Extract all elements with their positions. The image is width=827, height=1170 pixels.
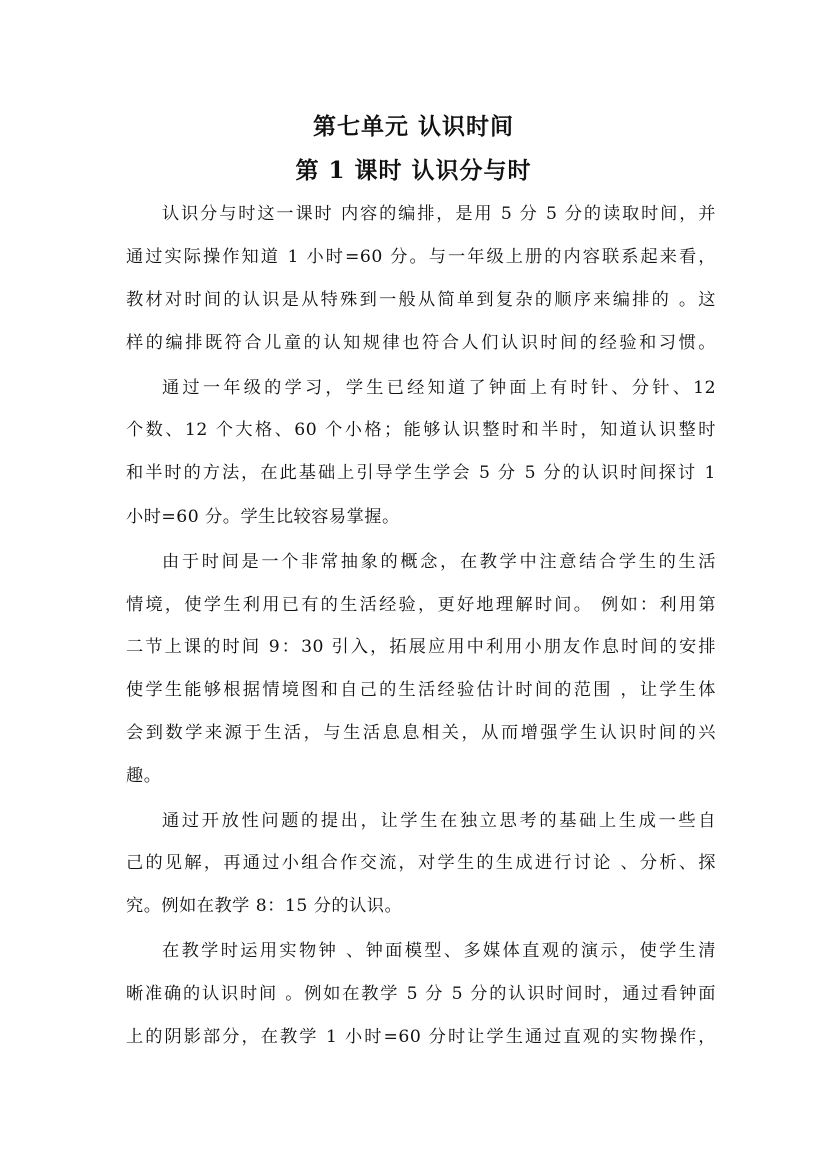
paragraph-3-line-5: 会到数学来源于生活，与生活息息相关，从而增强学生认识时间的兴 (126, 723, 716, 743)
paragraph-1-line-3: 教材对时间的认识是从特殊到一般从简单到复杂的顺序来编排的 。这 (126, 290, 716, 310)
paragraph-5-line-3: 上的阴影部分，在教学 1 小时=60 分时让学生通过直观的实物操作， (126, 1027, 716, 1047)
paragraph-1-line-2: 通过实际操作知道 1 小时=60 分。与一年级上册的内容联系起来看， (126, 247, 716, 267)
paragraph-5-line-2: 晰准确的认识时间 。例如在教学 5 分 5 分的认识时间时，通过看钟面 (126, 984, 716, 1004)
paragraph-3-line-3: 二节上课的时间 9：30 引入，拓展应用中利用小朋友作息时间的安排 (126, 637, 716, 657)
paragraph-2-line-3: 和半时的方法，在此基础上引导学生学会 5 分 5 分的认识时间探讨 1 (126, 463, 716, 483)
paragraph-3-line-4: 使学生能够根据情境图和自己的生活经验估计时间的范围 ，让学生体 (126, 680, 716, 700)
paragraph-2-line-1: 通过一年级的学习，学生已经知道了钟面上有时针、分针、12 (162, 378, 716, 398)
paragraph-1-line-1: 认识分与时这一课时 内容的编排，是用 5 分 5 分的读取时间，并 (162, 204, 716, 224)
paragraph-4-line-1: 通过开放性问题的提出，让学生在独立思考的基础上生成一些自 (162, 811, 716, 831)
paragraph-1-line-4: 样的编排既符合儿童的认知规律也符合人们认识时间的经验和习惯。 (126, 333, 716, 353)
paragraph-3-line-6: 趣。 (126, 766, 162, 786)
unit-title: 第七单元 认识时间 (312, 113, 514, 140)
paragraph-3-line-2: 情境，使学生利用已有的生活经验，更好地理解时间。 例如：利用第 (126, 595, 716, 615)
paragraph-4-line-3: 究。例如在教学 8：15 分的认识。 (126, 896, 403, 916)
paragraph-5-line-1: 在教学时运用实物钟 、钟面模型、多媒体直观的演示，使学生清 (162, 941, 716, 961)
paragraph-2-line-2: 个数、12 个大格、60 个小格；能够认识整时和半时，知道认识整时 (126, 420, 716, 440)
paragraph-2-line-4: 小时=60 分。学生比较容易掌握。 (126, 507, 400, 527)
lesson-title: 第 1 课时 认识分与时 (295, 157, 532, 184)
paragraph-3-line-1: 由于时间是一个非常抽象的概念，在教学中注意结合学生的生活 (162, 552, 716, 572)
paragraph-4-line-2: 己的见解，再通过小组合作交流，对学生的生成进行讨论 、分析、探 (126, 853, 716, 873)
